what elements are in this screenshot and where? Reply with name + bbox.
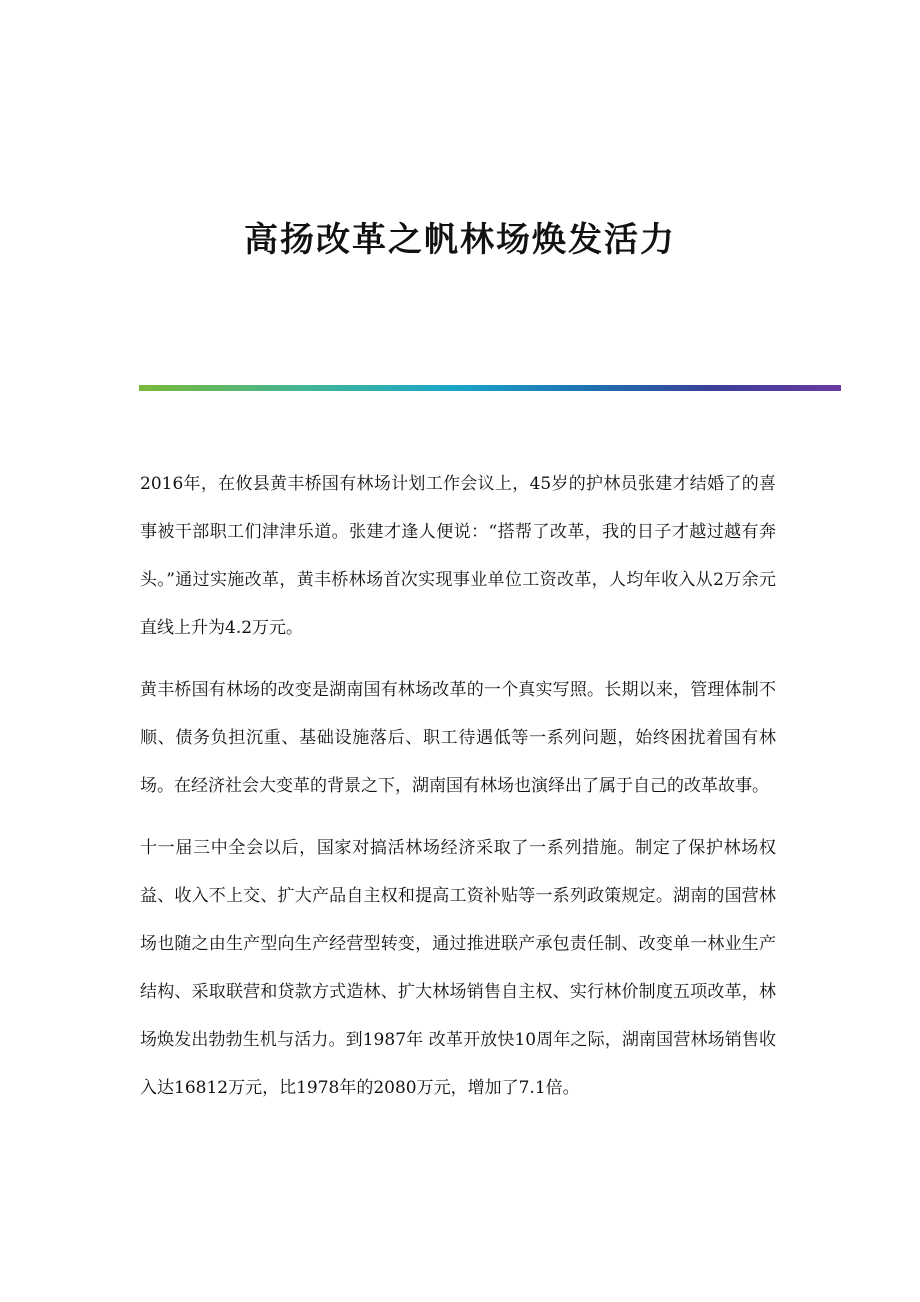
paragraph-1: 2016年，在攸县黄丰桥国有林场计划工作会议上，45岁的护林员张建才结婚了的喜事被干部职工们津津乐道。张建才逢人便说：“搭帮了改革，我的日子才越过越有奔头。”通过实施改革，黄丰桥林场首次实现事业单位工资改革，人均年收入从2万余元直线上升为4.2万元。 (140, 474, 776, 638)
paragraph-3: 十一届三中全会以后，国家对搞活林场经济采取了一系列措施。制定了保护林场权益、收入不上交、扩大产品自主权和提高工资补贴等一系列政策规定。湖南的国营林场也随之由生产型向生产经营型转变，通过推进联产承包责任制、改变单一林业生产结构、采取联营和贷款方式造林、扩大林场销售自主权、实行林价制度五项改革，林场焕发出勃勃生机与活力。到1987年 改革开放快10周年之际，湖南国营林场销售收入达16812万元，比1978年的2080万元，增加了7.1倍。 (140, 838, 776, 1098)
paragraph-2: 黄丰桥国有林场的改变是湖南国有林场改革的一个真实写照。长期以来，管理体制不顺、债务负担沉重、基础设施落后、职工待遇低等一系列问题，始终困扰着国有林场。在经济社会大变革的背景之下，湖南国有林场也演绎出了属于自己的改革故事。 (140, 680, 776, 796)
article-body (140, 460, 776, 1126)
title-divider (139, 385, 841, 391)
document-title: 高扬改革之帆林场焕发活力 (244, 220, 676, 260)
